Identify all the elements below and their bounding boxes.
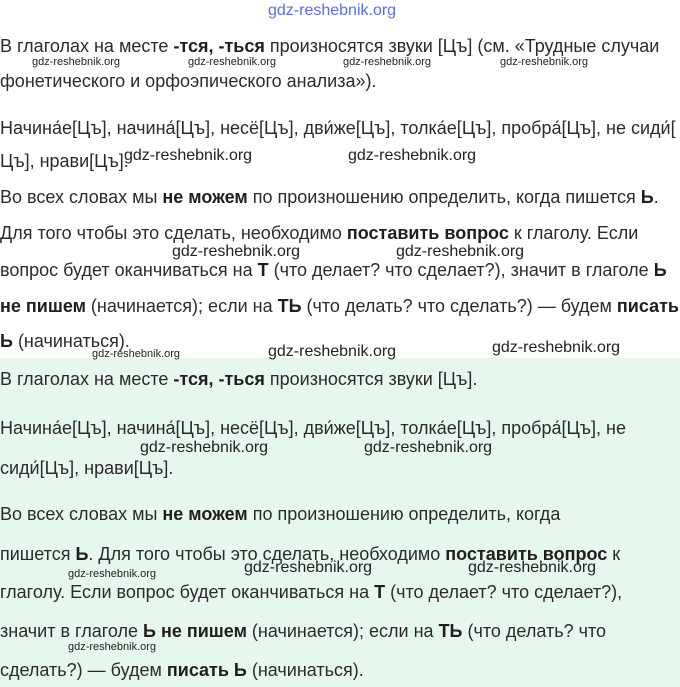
- watermark: gdz-reshebnik.org: [188, 56, 277, 68]
- original-line-1: В глаголах на месте -тся, -ться произносятся звуки [Цъ] (см. «Трудные случаи: [0, 36, 660, 56]
- bold-term: Ь: [75, 544, 89, 564]
- answer-line-7: значит в глаголе Ь не пишем (начинается); если на ТЬ (что делать? что: [0, 621, 607, 641]
- bold-term: писать: [616, 296, 679, 316]
- original-line-6: Для того чтобы это сделать, необходимо поставить вопрос к глаголу. Если: [0, 223, 639, 243]
- bold-term: не можем: [162, 504, 248, 524]
- bold-term: Ь не пишем: [143, 621, 247, 641]
- bold-term: -тся, -ться: [173, 36, 265, 56]
- bold-term: ТЬ: [438, 621, 463, 641]
- original-line-7: вопрос будет оканчиваться на Т (что делает? что сделает?), значит в глаголе Ь: [0, 260, 667, 280]
- original-line-5: Во всех словах мы не можем по произношению определить, когда пишется Ь.: [0, 187, 659, 207]
- original-line-8: не пишем (начинается); если на ТЬ (что делать? что сделать?) — будем писать: [0, 296, 679, 316]
- bold-term: ТЬ: [277, 296, 302, 316]
- original-line-2: фонетического и орфоэпического анализа»).: [0, 71, 377, 91]
- answer-line-4: Во всех словах мы не можем по произношению определить, когда: [0, 504, 561, 524]
- watermark: gdz-reshebnik.org: [124, 147, 253, 164]
- watermark: gdz-reshebnik.org: [244, 559, 373, 576]
- watermark: gdz-reshebnik.org: [32, 56, 121, 68]
- original-line-3: Начина́е[Цъ], начина́[Цъ], несё[Цъ], дви́же[Цъ], толка́е[Цъ], пробра́[Цъ], не сиди́[: [0, 118, 676, 138]
- original-line-4: Цъ], нрави[Цъ].: [0, 151, 129, 171]
- bold-term: писать Ь: [166, 660, 247, 680]
- bold-term: -тся, -ться: [173, 369, 265, 389]
- answer-line-3: сиди́[Цъ], нрави[Цъ].: [0, 458, 174, 478]
- answer-line-2: Начина́е[Цъ], начина́[Цъ], несё[Цъ], дви́же[Цъ], толка́е[Цъ], пробра́[Цъ], не: [0, 418, 627, 438]
- bold-term: Ь: [640, 187, 654, 207]
- answer-line-8: сделать?) — будем писать Ь (начинаться).: [0, 660, 364, 680]
- watermark: gdz-reshebnik.org: [343, 56, 432, 68]
- watermark-top: gdz-reshebnik.org: [268, 2, 397, 19]
- bold-term: Ь: [653, 260, 667, 280]
- watermark: gdz-reshebnik.org: [92, 348, 181, 360]
- original-line-9: Ь (начинаться).: [0, 331, 130, 351]
- watermark: gdz-reshebnik.org: [140, 439, 269, 456]
- answer-line-6: глаголу. Если вопрос будет оканчиваться на Т (что делает? что сделает?),: [0, 582, 623, 602]
- bold-term: Т: [257, 260, 269, 280]
- bold-term: поставить вопрос: [445, 544, 608, 564]
- watermark: gdz-reshebnik.org: [364, 439, 493, 456]
- watermark: gdz-reshebnik.org: [396, 243, 525, 260]
- watermark: gdz-reshebnik.org: [468, 559, 597, 576]
- bold-term: Ь: [0, 331, 13, 351]
- watermark: gdz-reshebnik.org: [500, 56, 589, 68]
- watermark: gdz-reshebnik.org: [172, 243, 301, 260]
- watermark: gdz-reshebnik.org: [348, 147, 477, 164]
- watermark: gdz-reshebnik.org: [68, 568, 157, 580]
- watermark: gdz-reshebnik.org: [268, 343, 397, 360]
- bold-term: не пишем: [0, 296, 86, 316]
- answer-line-1: В глаголах на месте -тся, -ться произносятся звуки [Цъ].: [0, 369, 478, 389]
- watermark: gdz-reshebnik.org: [68, 641, 157, 653]
- answer-line-5: пишется Ь. Для того чтобы это сделать, необходимо поставить вопрос к: [0, 544, 621, 564]
- bold-term: поставить вопрос: [346, 223, 509, 243]
- watermark: gdz-reshebnik.org: [492, 339, 621, 356]
- bold-term: Т: [374, 582, 386, 602]
- bold-term: не можем: [162, 187, 248, 207]
